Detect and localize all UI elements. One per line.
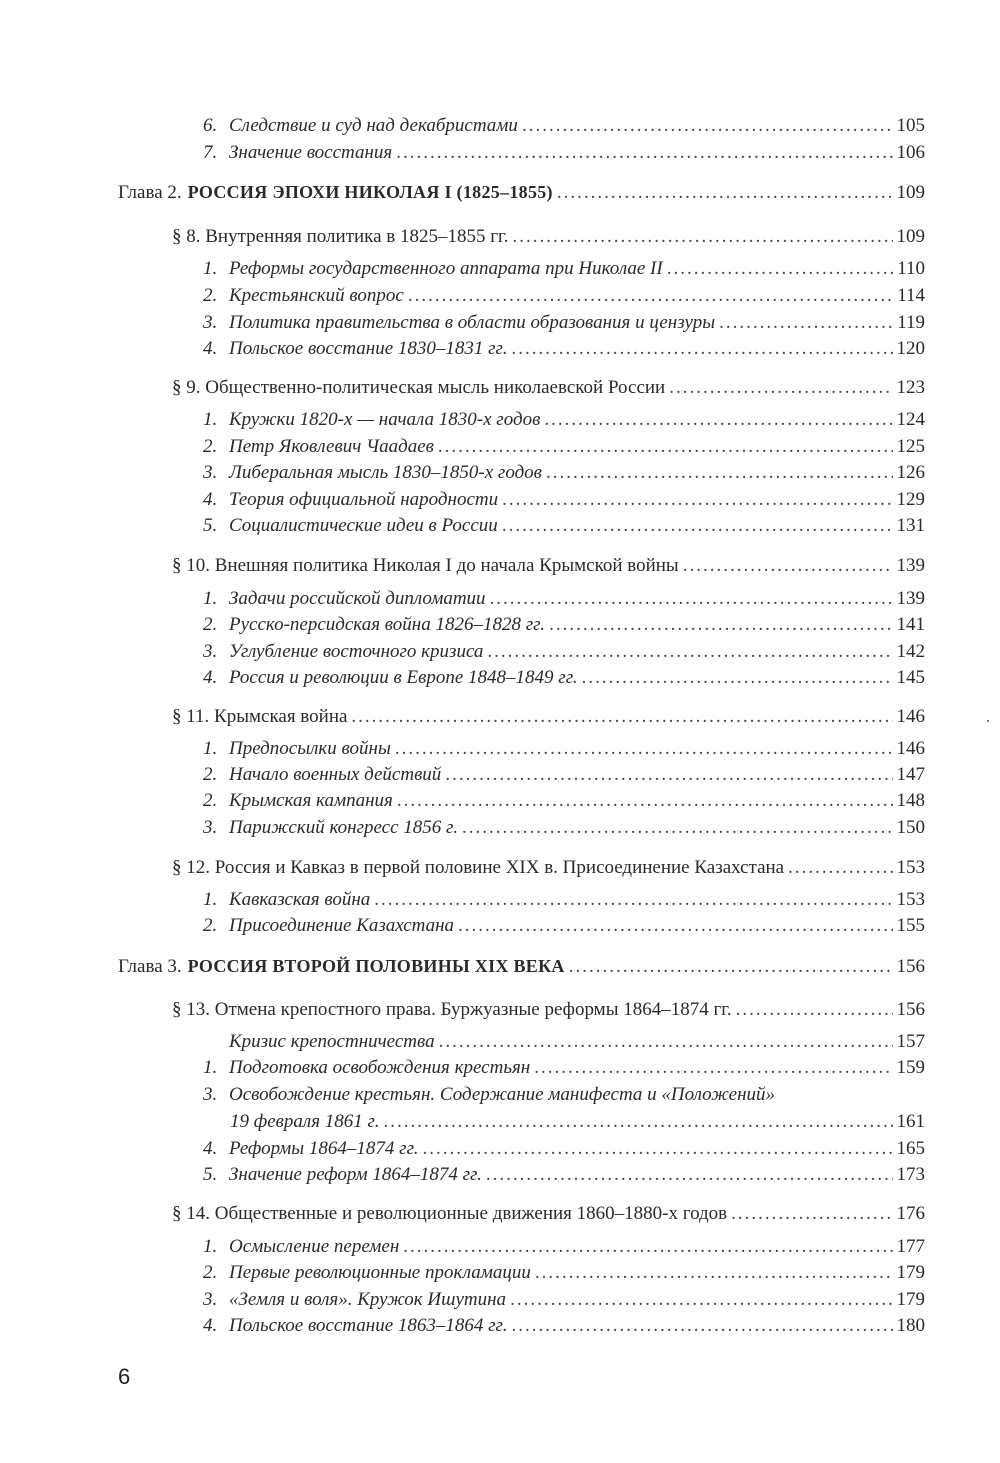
toc-page-number: 156 bbox=[896, 999, 925, 1020]
toc-item-title: Углубление восточного кризиса bbox=[229, 641, 484, 662]
page-number: 6 bbox=[118, 1364, 131, 1389]
toc-item-title: Значение восстания bbox=[229, 142, 393, 163]
dot-leader bbox=[535, 1261, 893, 1285]
toc-page-number: 148 bbox=[896, 790, 925, 811]
toc-page-number: 142 bbox=[896, 641, 925, 662]
toc-item: 1. Подготовка освобождения крестьян ..... 159 bbox=[203, 1056, 925, 1080]
toc-item-title: Значение реформ 1864–1874 гг. bbox=[229, 1164, 482, 1185]
toc-item-title: Присоединение Казахстана bbox=[229, 915, 455, 936]
dot-leader bbox=[395, 737, 893, 761]
dot-leader bbox=[351, 705, 892, 729]
toc-page-number: 125 bbox=[896, 436, 925, 457]
toc-item-title: Начало военных действий bbox=[229, 764, 442, 785]
section-heading bbox=[172, 705, 925, 729]
dot-leader bbox=[557, 181, 893, 205]
toc-page-number: 146 bbox=[896, 738, 925, 759]
toc-item: 5. Значение реформ 1864–1874 гг. ..... 173 bbox=[203, 1163, 925, 1187]
toc-page-number: 159 bbox=[896, 1057, 925, 1078]
toc-page-number: 146 bbox=[896, 706, 925, 727]
toc-item-title: Предпосылки войны bbox=[229, 738, 391, 759]
toc-page-number: 119 bbox=[897, 312, 925, 333]
toc-item: 2. Петр Яковлевич Чаадаев ..... 125 bbox=[203, 435, 925, 459]
dot-leader bbox=[502, 514, 893, 538]
section-title: § 14. Общественные и революционные движения 1860–1880-х годов bbox=[172, 1203, 728, 1224]
toc-page-number: 179 bbox=[896, 1289, 925, 1310]
toc-item: 4. Теория официальной народности ..... 129 bbox=[203, 488, 925, 512]
dot-leader bbox=[544, 408, 892, 432]
dot-leader bbox=[512, 225, 892, 249]
chapter-heading bbox=[118, 954, 925, 979]
chapter-title: РОССИЯ ЭПОХИ НИКОЛАЯ I (1825–1855) bbox=[187, 182, 553, 202]
dot-leader bbox=[546, 461, 893, 485]
toc-item: 2. Крымская кампания ..... 148 bbox=[203, 789, 925, 813]
toc-page-number: 114 bbox=[897, 285, 925, 306]
section-title: § 13. Отмена крепостного права. Буржуазные реформы 1864–1874 гг. bbox=[172, 999, 732, 1020]
toc-item: 1. Кружки 1820-х — начала 1830-х годов ..... 124 bbox=[203, 408, 925, 432]
section-title: § 9. Общественно-политическая мысль николаевской России bbox=[172, 377, 666, 398]
dot-leader bbox=[736, 998, 893, 1022]
section-title: § 8. Внутренняя политика в 1825–1855 гг. bbox=[172, 226, 509, 247]
toc-item-title: Реформы 1864–1874 гг. bbox=[229, 1138, 419, 1159]
toc-item: 3. Парижский конгресс 1856 г. ..... 150 bbox=[203, 816, 925, 840]
dot-leader bbox=[683, 554, 893, 578]
toc-item: 2. Первые революционные прокламации ..... 179 bbox=[203, 1261, 925, 1285]
section-heading bbox=[172, 1202, 925, 1226]
toc-item: 4. Россия и революции в Европе 1848–1849 гг. ..... 145 bbox=[203, 666, 925, 690]
dot-leader bbox=[511, 1314, 892, 1338]
toc-page-number: 141 bbox=[896, 614, 925, 635]
chapter-label: Глава 2. bbox=[118, 182, 182, 203]
dot-leader bbox=[788, 856, 892, 880]
toc-item: 3. «Земля и воля». Кружок Ишутина ..... 179 bbox=[203, 1288, 925, 1312]
toc-item: 4. Польское восстание 1830–1831 гг. ..... 120 bbox=[203, 337, 925, 361]
dot-leader bbox=[502, 488, 892, 512]
toc-page-number: 176 bbox=[896, 1203, 925, 1224]
toc-item-title: Россия и революции в Европе 1848–1849 гг. bbox=[229, 667, 578, 688]
toc-item: 3. Политика правительства в области образования и цензуры ..... 119 bbox=[203, 311, 925, 335]
dot-leader bbox=[374, 888, 892, 912]
toc-item-title: Петр Яковлевич Чаадаев bbox=[229, 436, 434, 457]
toc-item-title: Крымская кампания bbox=[229, 790, 393, 811]
toc-item-title: Социалистические идеи в России bbox=[229, 515, 498, 536]
toc-item-title: Крестьянский вопрос bbox=[229, 285, 404, 306]
toc-item: 4. Реформы 1864–1874 гг. ..... 165 bbox=[203, 1137, 925, 1161]
dot-leader bbox=[487, 640, 892, 664]
section-heading bbox=[172, 554, 925, 578]
toc-item-title: Либеральная мысль 1830–1850-х годов bbox=[229, 462, 542, 483]
dot-leader bbox=[549, 613, 892, 637]
toc-item: 5. Социалистические идеи в России ..... 131 bbox=[203, 514, 925, 538]
toc-page-number: 110 bbox=[897, 258, 925, 279]
toc-page-number: 153 bbox=[896, 889, 925, 910]
section-heading bbox=[172, 376, 925, 400]
toc-item-title: 19 февраля 1861 г. bbox=[230, 1111, 380, 1132]
dot-leader bbox=[731, 1202, 892, 1226]
toc-item: 7. Значение восстания ..... 106 bbox=[203, 141, 925, 165]
dot-leader bbox=[403, 1235, 892, 1259]
toc-item-title: Осмысление перемен bbox=[229, 1236, 400, 1257]
toc-item: 1. Осмысление перемен ..... 177 bbox=[203, 1235, 925, 1259]
toc-page-number: 150 bbox=[896, 817, 925, 838]
section-heading bbox=[172, 225, 925, 249]
toc-item-title: Польское восстание 1863–1864 гг. bbox=[229, 1315, 508, 1336]
toc-page-number: 180 bbox=[896, 1315, 925, 1336]
toc-item: 3. Освобождение крестьян. Содержание манифеста и «Положений» bbox=[203, 1084, 775, 1105]
toc-item-title: Политика правительства в области образования и цензуры bbox=[229, 312, 716, 333]
toc-item-title: Теория официальной народности bbox=[229, 489, 499, 510]
toc-page-number: 157 bbox=[896, 1031, 925, 1052]
section-title: § 10. Внешняя политика Николая I до начала Крымской войны bbox=[172, 555, 679, 576]
section-title: § 12. Россия и Кавказ в первой половине XIX в. Присоединение Казахстана bbox=[172, 857, 785, 878]
toc-item bbox=[203, 1030, 925, 1054]
dot-leader bbox=[408, 284, 893, 308]
dot-leader bbox=[445, 763, 892, 787]
toc-page-number: 109 bbox=[896, 182, 925, 203]
toc-item-title: Следствие и суд над декабристами bbox=[229, 115, 518, 136]
toc-page-number: 173 bbox=[896, 1164, 925, 1185]
toc-item: 2. Крестьянский вопрос ..... 114 bbox=[203, 284, 925, 308]
toc-page-number: 179 bbox=[896, 1262, 925, 1283]
toc-item-title: Кружки 1820-х — начала 1830-х годов bbox=[229, 409, 541, 430]
dot-leader bbox=[669, 376, 892, 400]
toc-item: 1. Реформы государственного аппарата при Николае II ..... 110 bbox=[203, 257, 925, 281]
dot-leader bbox=[719, 311, 893, 335]
toc-item-title: Польское восстание 1830–1831 гг. bbox=[229, 338, 508, 359]
dot-leader bbox=[438, 435, 893, 459]
dot-leader bbox=[397, 789, 893, 813]
dot-leader bbox=[423, 1137, 893, 1161]
toc-item: 2. Начало военных действий ..... 147 bbox=[203, 763, 925, 787]
toc-item-title: Первые революционные прокламации bbox=[229, 1262, 531, 1283]
dot-leader bbox=[458, 914, 892, 938]
dot-leader bbox=[511, 337, 892, 361]
toc-page-number: 109 bbox=[896, 226, 925, 247]
chapter-label: Глава 3. bbox=[118, 956, 182, 977]
dot-leader bbox=[490, 587, 893, 611]
toc-item: 4. Польское восстание 1863–1864 гг. ..... 180 bbox=[203, 1314, 925, 1338]
chapter-heading bbox=[118, 180, 925, 205]
toc-page-number: 120 bbox=[896, 338, 925, 359]
toc-page-number: 139 bbox=[896, 555, 925, 576]
toc-page-number: 105 bbox=[896, 115, 925, 136]
toc-item-title: «Земля и воля». Кружок Ишутина bbox=[229, 1289, 507, 1310]
toc-item-title: Подготовка освобождения крестьян bbox=[229, 1057, 531, 1078]
toc-page-number: 147 bbox=[896, 764, 925, 785]
dot-leader bbox=[522, 114, 893, 138]
toc-page-number: 126 bbox=[896, 462, 925, 483]
dot-leader bbox=[569, 955, 893, 979]
toc-item: 1. Задачи российской дипломатии ..... 139 bbox=[203, 587, 925, 611]
toc-item-title: Кризис крепостничества bbox=[229, 1031, 435, 1052]
toc-page-number: 106 bbox=[896, 142, 925, 163]
chapter-title: РОССИЯ ВТОРОЙ ПОЛОВИНЫ XIX ВЕКА bbox=[187, 956, 565, 976]
toc-page-number: 123 bbox=[896, 377, 925, 398]
dot-leader bbox=[383, 1110, 892, 1134]
dot-leader bbox=[510, 1288, 892, 1312]
toc-page-number: 124 bbox=[896, 409, 925, 430]
toc-item-continuation bbox=[230, 1110, 925, 1134]
scan-speck bbox=[987, 720, 989, 722]
section-title: § 11. Крымская война bbox=[172, 706, 348, 727]
toc-item: 1. Предпосылки войны ..... 146 bbox=[203, 737, 925, 761]
toc-page-number: 145 bbox=[896, 667, 925, 688]
toc-page-number: 131 bbox=[896, 515, 925, 536]
toc-item-title: Освобождение крестьян. Содержание манифеста и «Положений» bbox=[229, 1084, 775, 1105]
dot-leader bbox=[396, 141, 892, 165]
toc-item-title: Парижский конгресс 1856 г. bbox=[229, 817, 458, 838]
toc-page-number: 153 bbox=[896, 857, 925, 878]
toc-item: 2. Русско-персидская война 1826–1828 гг. ..... 141 bbox=[203, 613, 925, 637]
toc-item: 6. Следствие и суд над декабристами ..... 105 bbox=[203, 114, 925, 138]
dot-leader bbox=[582, 666, 893, 690]
section-heading bbox=[172, 856, 925, 880]
dot-leader bbox=[486, 1163, 893, 1187]
toc-page-number: 156 bbox=[896, 956, 925, 977]
toc-page-number: 177 bbox=[896, 1236, 925, 1257]
toc-item-title: Русско-персидская война 1826–1828 гг. bbox=[229, 614, 546, 635]
toc-page-number: 165 bbox=[896, 1138, 925, 1159]
dot-leader bbox=[439, 1030, 893, 1054]
toc-page-number: 129 bbox=[896, 489, 925, 510]
toc-page-number: 139 bbox=[896, 588, 925, 609]
toc-page-number: 155 bbox=[896, 915, 925, 936]
section-heading bbox=[172, 998, 925, 1022]
toc-item: 2. Присоединение Казахстана ..... 155 bbox=[203, 914, 925, 938]
dot-leader bbox=[534, 1056, 892, 1080]
toc-item: 3. Либеральная мысль 1830–1850-х годов ..... 126 bbox=[203, 461, 925, 485]
toc-item: 1. Кавказская война ..... 153 bbox=[203, 888, 925, 912]
toc-page-number: 161 bbox=[896, 1111, 925, 1132]
toc-item-title: Задачи российской дипломатии bbox=[229, 588, 486, 609]
dot-leader bbox=[462, 816, 893, 840]
toc-item-title: Кавказская война bbox=[229, 889, 371, 910]
dot-leader bbox=[667, 257, 894, 281]
toc-item-title: Реформы государственного аппарата при Николае II bbox=[229, 258, 663, 279]
toc-item: 3. Углубление восточного кризиса ..... 142 bbox=[203, 640, 925, 664]
